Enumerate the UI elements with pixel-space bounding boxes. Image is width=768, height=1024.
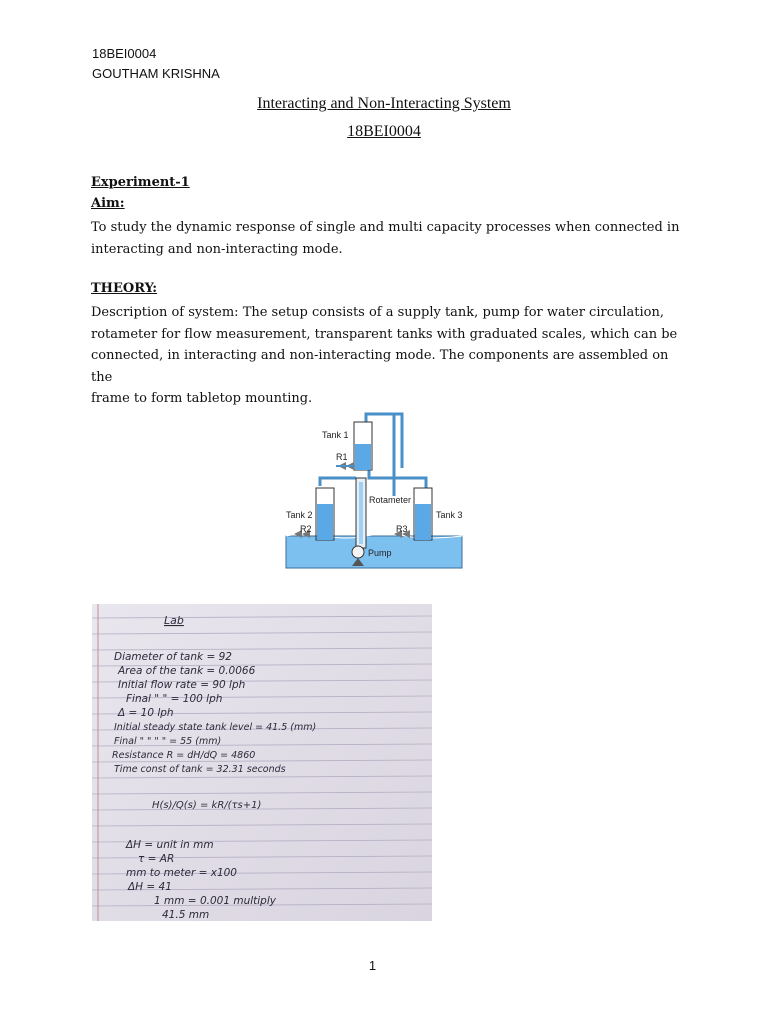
tank-2-water	[317, 504, 333, 540]
tank-1-water	[355, 444, 371, 470]
pump-label: Pump	[368, 548, 392, 558]
notes-line: ΔH = unit in mm	[126, 839, 214, 851]
notes-line: Area of the tank = 0.0066	[118, 665, 256, 677]
notes-line: Diameter of tank = 92	[114, 651, 232, 663]
handwritten-notes-photo	[92, 604, 432, 921]
theory-line-3: connected, in interacting and non-interacting mode. The components are assembled on the	[91, 348, 669, 385]
tank-3-label: Tank 3	[436, 510, 463, 520]
header-id: 18BEI0004	[92, 46, 157, 61]
header-name: GOUTHAM KRISHNA	[92, 66, 220, 81]
page-number: 1	[368, 958, 377, 973]
theory-label: THEORY:	[91, 281, 158, 296]
theory-line-4: frame to form tabletop mounting.	[91, 391, 313, 406]
theory-text	[91, 302, 691, 410]
notes-heading: Lab	[164, 614, 184, 627]
notes-line: Final " " " " = 55 (mm)	[114, 736, 222, 747]
document-title: Interacting and Non-Interacting System	[257, 95, 511, 112]
tank-system-diagram	[276, 408, 472, 572]
feed-pipe	[320, 470, 426, 488]
document-subtitle: 18BEI0004	[347, 123, 421, 140]
notes-line: Initial flow rate = 90 lph	[118, 679, 246, 691]
notes-line: Δ = 10 lph	[118, 707, 174, 719]
experiment-label: Experiment-1	[91, 175, 190, 190]
notes-line: Final " " = 100 lph	[126, 693, 223, 705]
notes-line: 1 mm = 0.001 multiply	[154, 895, 276, 907]
notes-line: τ = AR	[138, 853, 175, 865]
theory-line-2: rotameter for flow measurement, transparent tanks with graduated scales, which can be	[91, 326, 678, 342]
notes-line: mm to meter = x100	[126, 867, 237, 879]
aim-line-1: To study the dynamic response of single and multi capacity processes when connected in	[91, 220, 680, 235]
notes-line: Initial steady state tank level = 41.5 (mm)	[114, 722, 317, 733]
aim-text	[91, 217, 691, 260]
inlet-pipe	[366, 414, 402, 496]
tank-3-water	[415, 504, 431, 540]
notes-line: Resistance R = dH/dQ = 4860	[112, 750, 256, 761]
notes-line: ΔH = 41	[128, 881, 172, 893]
theory-line-1: Description of system: The setup consists of a supply tank, pump for water circulation,	[91, 305, 664, 320]
tank-2-label: Tank 2	[286, 510, 313, 520]
pump	[352, 546, 364, 558]
tank-1-label: Tank 1	[322, 430, 349, 440]
r1-label: R1	[336, 452, 348, 462]
aim-line-2: interacting and non-interacting mode.	[91, 241, 343, 257]
notes-line: Time const of tank = 32.31 seconds	[114, 764, 286, 775]
aim-label: Aim:	[91, 196, 125, 211]
notes-line: 41.5 mm	[162, 909, 210, 921]
notes-line: H(s)/Q(s) = kR/(τs+1)	[152, 800, 262, 811]
r2-label: R2	[300, 524, 312, 534]
r3-label: R3	[396, 524, 408, 534]
rotameter-label: Rotameter	[369, 495, 412, 505]
